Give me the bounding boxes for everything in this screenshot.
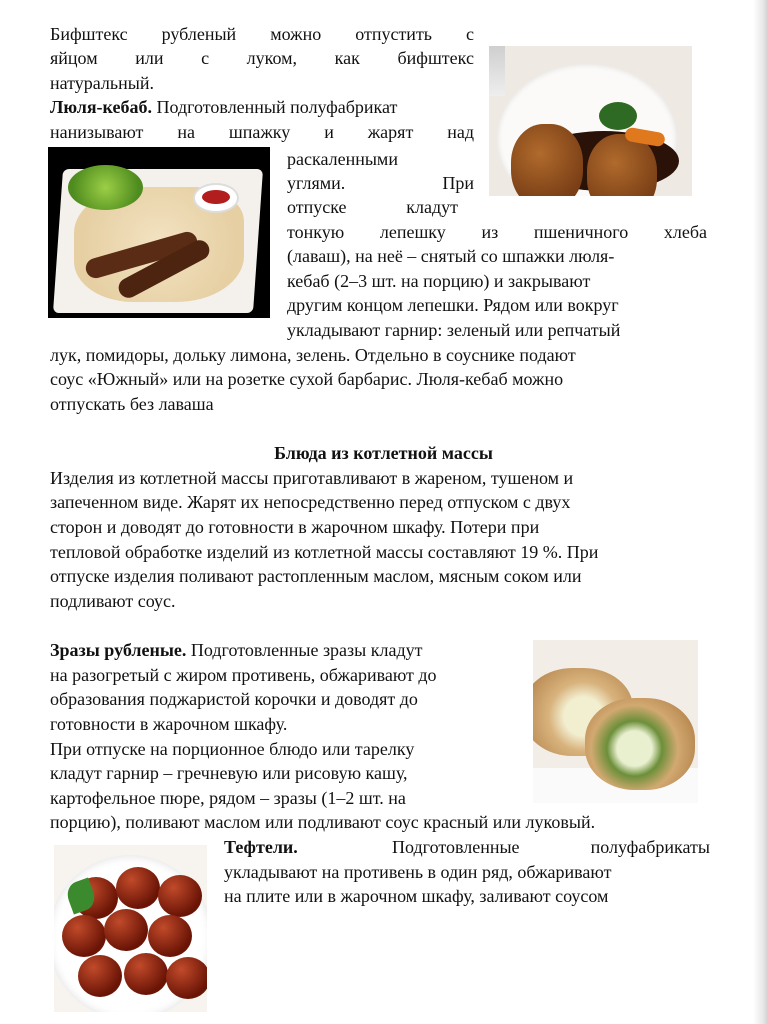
word: можно [270,24,322,44]
lyulya-kebab-title: Люля-кебаб. [50,97,152,117]
word: яйцом [50,48,98,68]
page-edge-shadow [753,0,767,1024]
meatballs-image [54,845,207,1012]
word: рубленый [161,24,237,44]
cutlet-shape [511,124,583,196]
cutlets-plate-image [489,46,692,196]
text-line: готовности в жарочном шкафу. [50,714,288,734]
word: из [481,222,499,242]
text-line: образования поджаристой корочки и доводят до [50,689,418,709]
zrazy-title: Зразы рубленые. [50,640,187,660]
word: или [135,48,164,68]
meatball-shape [116,867,160,909]
word: жарят [367,122,414,142]
word: луком, [246,48,298,68]
word: нанизывают [50,122,144,142]
tefteli-title: Тефтели. [224,837,298,857]
text-line: соус «Южный» или на розетке сухой барбарис. Люля-кебаб можно [50,369,564,389]
word: как [334,48,360,68]
text-line: При отпуске на порционное блюдо или тарелку [50,739,415,759]
meatball-shape [148,915,192,957]
word: над [447,122,474,142]
lettuce-shape [68,165,143,210]
text-line [287,171,474,195]
meatball-shape [62,915,106,957]
broccoli-shape [599,102,637,130]
word: с [201,48,210,68]
text-line: укладывают гарнир: зеленый или репчатый [287,320,621,340]
text-line: лук, помидоры, дольку лимона, зелень. Отдельно в соуснике подают [50,345,576,365]
text-line: другим концом лепешки. Рядом или вокруг [287,295,619,315]
meatball-shape [124,953,168,995]
word: полуфабрикаты [590,837,710,857]
word: тонкую [287,222,345,242]
text-line [50,46,474,70]
text-line: тепловой обработке изделий из котлетной массы составляют 19 %. При [50,542,599,562]
word: углями. [287,173,346,193]
word: шпажку [228,122,291,142]
word: Подготовленные [392,837,520,857]
text-line: раскаленными [287,149,398,169]
sauce-dish-shape [193,183,239,213]
text-line [287,195,458,219]
word: отпустить [355,24,433,44]
zrazy-image [533,640,698,803]
text-line: кладут гарнир – гречневую или рисовую кашу, [50,763,408,783]
word: хлеба [663,222,707,242]
text-line: натуральный. [50,73,154,93]
text-line: на разогретый с жиром противень, обжаривают до [50,665,437,685]
word: Бифштекс [50,24,128,44]
word: пшеничного [533,222,629,242]
text-line: подливают соус. [50,591,176,611]
text-line: картофельное пюре, рядом – зразы (1–2 шт. на [50,788,406,808]
text-line: на плите или в жарочном шкафу, заливают соусом [224,886,609,906]
fork-shape [489,46,505,96]
lyulya-kebab-image [48,147,270,318]
word: отпуске [287,197,347,217]
text-line [287,220,707,244]
word: и [324,122,334,142]
word: полуфабрикат [290,97,398,117]
meatball-shape [166,957,207,999]
text-line: сторон и доводят до готовности в жарочном шкафу. Потери при [50,517,540,537]
text-line: кебаб (2–3 шт. на порцию) и закрывают [287,271,591,291]
text-line: отпускать без лаваша [50,394,214,414]
zrazy-piece-shape [585,698,695,790]
text-line: запеченном виде. Жарят их непосредственно перед отпуском с двух [50,492,571,512]
text-line: отпуске изделия поливают растопленным маслом, мясным соком или [50,566,582,586]
text-line [50,120,474,144]
word: на [177,122,195,142]
text-line [50,22,474,46]
text-line: (лаваш), на неё – снятый со шпажки люля- [287,246,615,266]
word: с [466,24,474,44]
meatball-shape [158,875,202,917]
section-heading: Блюда из котлетной массы [274,443,493,463]
text-line: укладывают на противень в один ряд, обжаривают [224,862,612,882]
word: кладут [406,197,458,217]
word: Подготовленный [156,97,286,117]
text-fragment: Подготовленные зразы кладут [190,640,423,660]
text-line: порцию), поливают маслом или подливают соус красный или луковый. [50,812,596,832]
word: При [442,173,474,193]
text-line: Изделия из котлетной массы приготавливают в жареном, тушеном и [50,468,574,488]
word: бифштекс [397,48,474,68]
meatball-shape [78,955,122,997]
word: лепешку [379,222,446,242]
text-line [224,835,710,859]
text-line [50,638,422,662]
text-line [50,95,397,119]
meatball-shape [104,909,148,951]
